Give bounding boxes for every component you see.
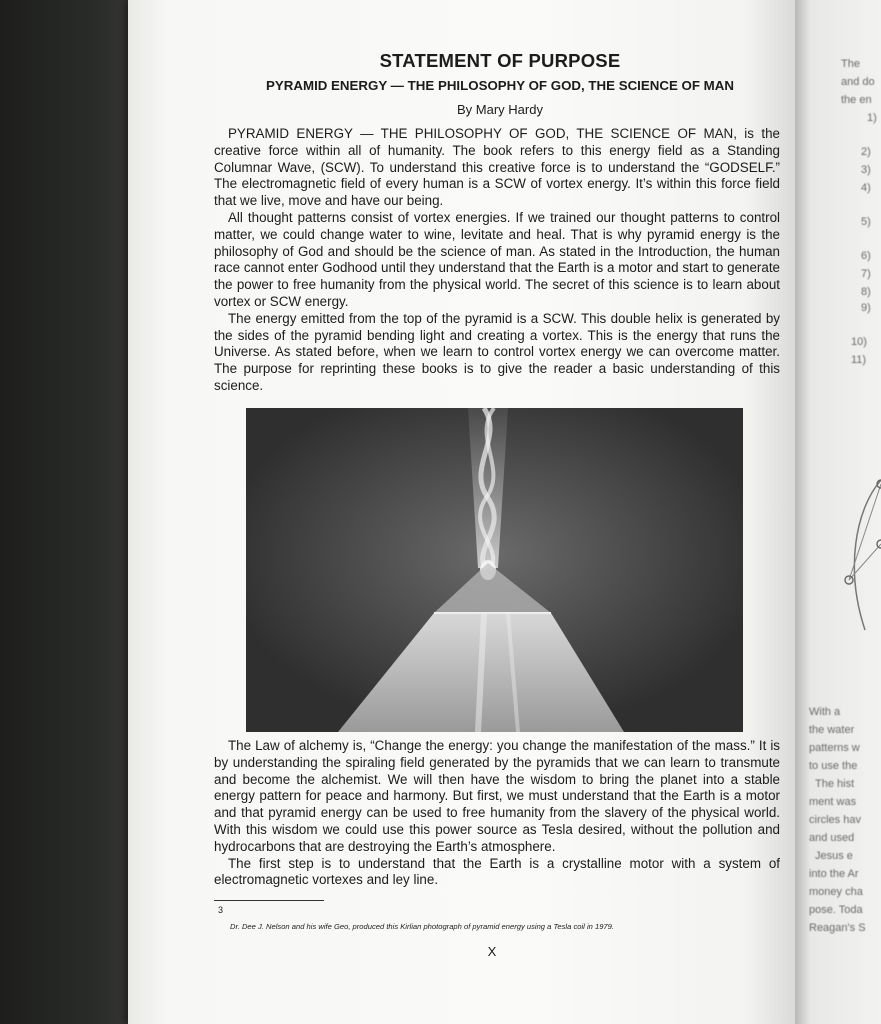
facing-page-number: 10)	[851, 336, 867, 348]
paragraph: The Law of alchemy is, “Change the energy: you change the manifestation of the mass.” It is by understanding the spiraling field generated by the pyramids that we can learn to transmute and become the alchemist. We will then have the wisdom to bring the planet into a stable energy pattern for peace and harmony. But first, we must understand that the Earth is a motor and that pyramid energy can be used to free humanity from the slavery of the physical world. With this wisdom we could use this power source as Tesla desired, without the pollution and hydrocarbons that are destroying the Earth’s atmosphere.	[214, 738, 780, 854]
facing-page-number: 8)	[861, 286, 871, 298]
facing-page-number: 1)	[867, 112, 877, 124]
facing-page-line: the water	[809, 724, 855, 736]
footnote-number: 3	[218, 905, 224, 915]
facing-page-line: pose. Toda	[809, 904, 863, 916]
footnote-text: Dr. Dee J. Nelson and his wife Geo, produced this Kirlian photograph of pyramid energy using a Tesla coil in 1979.	[230, 922, 614, 931]
facing-page-number: 7)	[861, 268, 871, 280]
facing-page-number: 2)	[861, 146, 871, 158]
facing-page-line: money cha	[809, 886, 863, 898]
facing-page-line: and used	[809, 832, 855, 844]
facing-page-line: the en	[841, 94, 872, 106]
facing-page-number: 9)	[861, 302, 871, 314]
facing-page-line: Reagan's S	[809, 922, 866, 934]
facing-page-line: and do	[841, 76, 875, 88]
book-spine-shadow	[0, 0, 140, 1024]
facing-page-number: 4)	[861, 182, 871, 194]
facing-page-line: With a	[809, 706, 841, 718]
kirlian-photograph	[246, 408, 743, 732]
facing-page	[795, 0, 881, 1024]
facing-page-line: to use the	[809, 760, 858, 772]
facing-page-line: ment was	[809, 796, 857, 808]
facing-page-number: 3)	[861, 164, 871, 176]
facing-page-diagram	[835, 470, 881, 640]
paragraph: All thought patterns consist of vortex energies. If we trained our thought patterns to control matter, we could change water to wine, levitate and heal. That is why pyramid energy is the philosophy of God and should be the science of man. As stated in the Introduction, the human race cannot enter Godhood until they understand that the Earth is a motor and start to generate the power to free humanity from the physical world. The secret of this science is to learn about vortex or SCW energy.	[214, 209, 780, 309]
paragraph: The energy emitted from the top of the pyramid is a SCW. This double helix is generated by the sides of the pyramid bending light and creating a vortex. This is the energy that runs the Universe. As stated before, when we learn to control vortex energy we can overcome matter. The purpose for reprinting these books is to give the reader a basic understanding of this science.	[214, 310, 780, 393]
facing-page-line: The hist	[815, 778, 855, 790]
facing-page-number: 11)	[851, 354, 867, 366]
facing-page-line: Jesus e	[815, 850, 853, 862]
author-byline: By Mary Hardy	[457, 102, 543, 117]
facing-page-line: patterns w	[809, 742, 860, 754]
page-number: X	[487, 944, 497, 959]
facing-page-number: 6)	[861, 250, 871, 262]
page-title: STATEMENT OF PURPOSE	[379, 50, 621, 71]
facing-page-line: The	[841, 58, 860, 70]
body-text-top	[214, 126, 780, 400]
paragraph: The first step is to understand that the Earth is a crystalline motor with a system of electromagnetic vortexes and ley line.	[214, 855, 780, 888]
footnote-divider	[214, 900, 324, 901]
pyramid-energy-image	[246, 408, 743, 732]
facing-page-line: into the Ar	[809, 868, 859, 880]
body-text-bottom	[214, 738, 780, 896]
facing-page-line: circles hav	[809, 814, 861, 826]
page-subtitle: PYRAMID ENERGY — THE PHILOSOPHY OF GOD, THE SCIENCE OF MAN	[266, 78, 734, 93]
facing-page-number: 5)	[861, 216, 871, 228]
paragraph: PYRAMID ENERGY — THE PHILOSOPHY OF GOD, THE SCIENCE OF MAN, is the creative force within all of humanity. The book refers to this energy field as a Standing Columnar Wave, (SCW). To understand this creative force is to understand the “GODSELF.” The electromagnetic field of every human is a SCW of vortex energy. It’s within this force field that we live, move and have our being.	[214, 126, 780, 209]
